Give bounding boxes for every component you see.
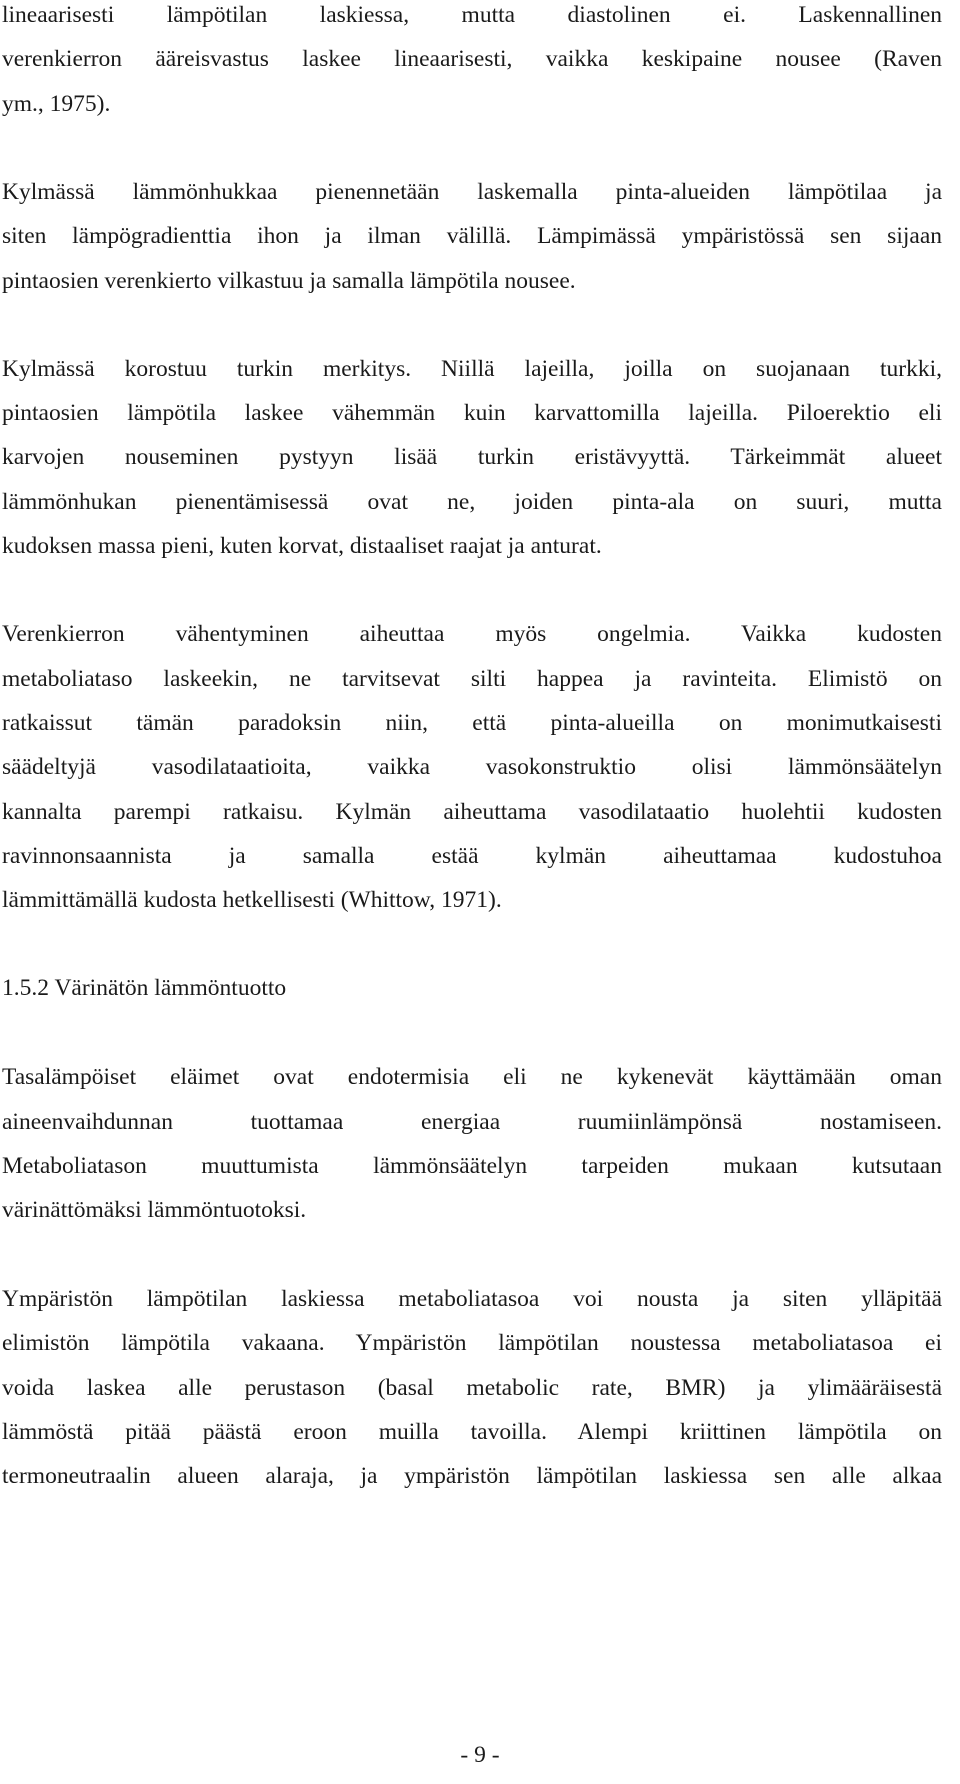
text-line: ym., 1975). — [2, 91, 111, 117]
text-line: karvojen nouseminen pystyyn lisää turkin eristävyyttä. Tärkeimmät alueet — [2, 444, 942, 470]
text-line: lämmönhukan pienentämisessä ovat ne, joiden pinta-ala on suuri, mutta — [2, 489, 942, 515]
text-line: kudoksen massa pieni, kuten korvat, distaaliset raajat ja anturat. — [2, 533, 602, 559]
text-line: metaboliataso laskeekin, ne tarvitsevat silti happea ja ravinteita. Elimistö on — [2, 666, 942, 692]
text-line: aineenvaihdunnan tuottamaa energiaa ruumiinlämpönsä nostamiseen. — [2, 1109, 942, 1135]
text-line: siten lämpögradienttia ihon ja ilman välillä. Lämpimässä ympäristössä sen sijaan — [2, 223, 942, 249]
text-line: elimistön lämpötila vakaana. Ympäristön lämpötilan noustessa metaboliatasoa ei — [2, 1330, 942, 1356]
text-line: lämmöstä pitää päästä eroon muilla tavoilla. Alempi kriittinen lämpötila on — [2, 1419, 942, 1445]
text-line: värinättömäksi lämmöntuotoksi. — [2, 1197, 307, 1223]
text-line: Kylmässä lämmönhukkaa pienennetään laskemalla pinta-alueiden lämpötilaa ja — [2, 179, 942, 205]
text-line: voida laskea alle perustason (basal metabolic rate, BMR) ja ylimääräisestä — [2, 1375, 942, 1401]
text-line: Verenkierron vähentyminen aiheuttaa myös ongelmia. Vaikka kudosten — [2, 621, 942, 647]
text-line: Kylmässä korostuu turkin merkitys. Niillä lajeilla, joilla on suojanaan turkki, — [2, 356, 942, 382]
section-heading: 1.5.2 Värinätön lämmöntuotto — [2, 975, 287, 1001]
text-line: Ympäristön lämpötilan laskiessa metaboliatasoa voi nousta ja siten ylläpitää — [2, 1286, 942, 1312]
page-number: - 9 - — [460, 1742, 500, 1768]
text-line: ratkaissut tämän paradoksin niin, että pinta-alueilla on monimutkaisesti — [2, 710, 942, 736]
text-line: kannalta parempi ratkaisu. Kylmän aiheuttama vasodilataatio huolehtii kudosten — [2, 799, 942, 825]
text-line: pintaosien lämpötila laskee vähemmän kuin karvattomilla lajeilla. Piloerektio eli — [2, 400, 942, 426]
text-line: lineaarisesti lämpötilan laskiessa, mutta diastolinen ei. Laskennallinen — [2, 2, 942, 28]
text-line: säädeltyjä vasodilataatioita, vaikka vasokonstruktio olisi lämmönsäätelyn — [2, 754, 942, 780]
text-line: Metaboliatason muuttumista lämmönsäätelyn tarpeiden mukaan kutsutaan — [2, 1153, 942, 1179]
text-line: lämmittämällä kudosta hetkellisesti (Whittow, 1971). — [2, 887, 502, 913]
text-line: ravinnonsaannista ja samalla estää kylmän aiheuttamaa kudostuhoa — [2, 843, 942, 869]
text-line: termoneutraalin alueen alaraja, ja ympäristön lämpötilan laskiessa sen alle alkaa — [2, 1463, 942, 1489]
text-line: verenkierron ääreisvastus laskee lineaarisesti, vaikka keskipaine nousee (Raven — [2, 46, 942, 72]
text-line: pintaosien verenkierto vilkastuu ja samalla lämpötila nousee. — [2, 268, 576, 294]
text-line: Tasalämpöiset eläimet ovat endotermisia eli ne kykenevät käyttämään oman — [2, 1064, 942, 1090]
